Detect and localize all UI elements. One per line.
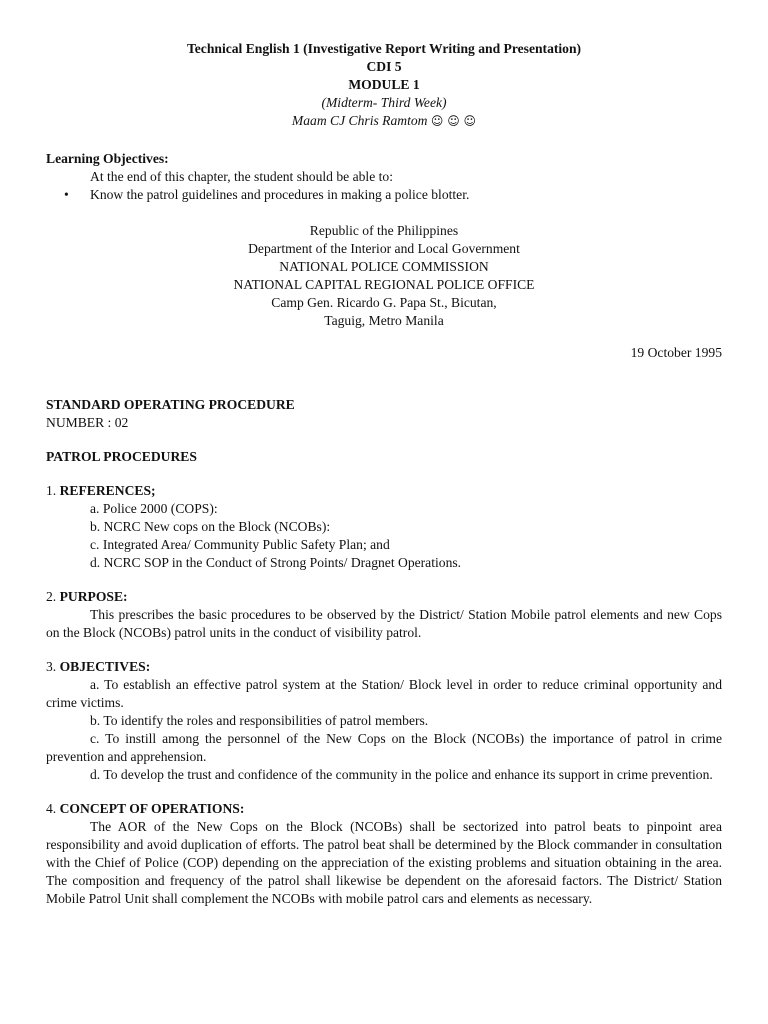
list-item (46, 186, 722, 204)
term-text: (Midterm- Third Week) (321, 95, 447, 110)
section-title: REFERENCES; (59, 483, 156, 498)
list-item: d. To develop the trust and confidence of the community in the police and enhance its support in crime prevention. (90, 767, 713, 782)
section-title: CONCEPT OF OPERATIONS: (59, 801, 245, 816)
instructor-line (46, 112, 722, 130)
section-objectives-heading (46, 658, 722, 676)
objectives-intro: At the end of this chapter, the student should be able to: (90, 169, 393, 184)
instructor-name: Maam CJ Chris Ramtom (291, 113, 428, 128)
letterhead-line: NATIONAL POLICE COMMISSION (279, 259, 489, 274)
list-item: a. To establish an effective patrol system at the Station/ Block level in order to reduce criminal opportunity and crime victims. (46, 677, 722, 710)
section-number: 4. (46, 801, 57, 816)
objective-text: Know the patrol guidelines and procedures in making a police blotter. (90, 187, 470, 202)
objectives-heading: Learning Objectives: (46, 151, 169, 166)
list-item: d. NCRC SOP in the Conduct of Strong Points/ Dragnet Operations. (90, 555, 462, 570)
smiley-icon: ☺ ☺ ☺ (430, 114, 477, 128)
term-label (46, 94, 722, 112)
section-purpose-heading (46, 588, 722, 606)
section-number: 2. (46, 589, 57, 604)
document-date: 19 October 1995 (630, 345, 722, 360)
purpose-paragraph: This prescribes the basic procedures to be observed by the District/ Station Mobile patrol elements and new Cops on the Block (NCOBs) patrol units in the conduct of visibility patrol. (46, 607, 722, 640)
list-item: c. To instill among the personnel of the New Cops on the Block (NCOBs) the importance of patrol in crime prevention and apprehension. (46, 731, 722, 764)
document-page (46, 40, 722, 908)
section-number: 3. (46, 659, 57, 674)
references-list (46, 500, 722, 572)
list-item: a. Police 2000 (COPS): (90, 501, 218, 516)
section-references-heading (46, 482, 722, 500)
sop-subject: PATROL PROCEDURES (46, 449, 197, 464)
section-number: 1. (46, 483, 57, 498)
letterhead-line: Department of the Interior and Local Government (248, 241, 520, 256)
bullet-icon: • (64, 187, 69, 202)
list-item: b. NCRC New cops on the Block (NCOBs): (90, 519, 331, 534)
module-label: MODULE 1 (348, 77, 420, 92)
document-title: Technical English 1 (Investigative Report Writing and Presentation) (186, 41, 582, 56)
letterhead-line: Taguig, Metro Manila (324, 313, 444, 328)
section-concept-heading (46, 800, 722, 818)
section-title: PURPOSE: (59, 589, 128, 604)
letterhead (46, 222, 722, 330)
course-code: CDI 5 (366, 59, 402, 74)
letterhead-line: Camp Gen. Ricardo G. Papa St., Bicutan, (271, 295, 497, 310)
sop-title: STANDARD OPERATING PROCEDURE (46, 397, 295, 412)
list-item: c. Integrated Area/ Community Public Safety Plan; and (90, 537, 390, 552)
letterhead-line: NATIONAL CAPITAL REGIONAL POLICE OFFICE (233, 277, 535, 292)
concept-paragraph: The AOR of the New Cops on the Block (NCOBs) shall be sectorized into patrol beats to pinpoint area responsibility and avoid duplication of efforts. The patrol beat shall be determined by the Block commander in consultation with the Chief of Police (COP) depending on the appreciation of the existing problems and situation obtaining in the area. The composition and frequency of the patrol shall likewise be dependent on the aforesaid factors. The District/ Station Mobile Patrol Unit shall complement the NCOBs with mobile patrol cars and elements as necessary. (46, 819, 722, 906)
sop-number: NUMBER : 02 (46, 415, 129, 430)
list-item: b. To identify the roles and responsibilities of patrol members. (90, 713, 429, 728)
letterhead-line: Republic of the Philippines (309, 223, 459, 238)
section-title: OBJECTIVES: (59, 659, 151, 674)
